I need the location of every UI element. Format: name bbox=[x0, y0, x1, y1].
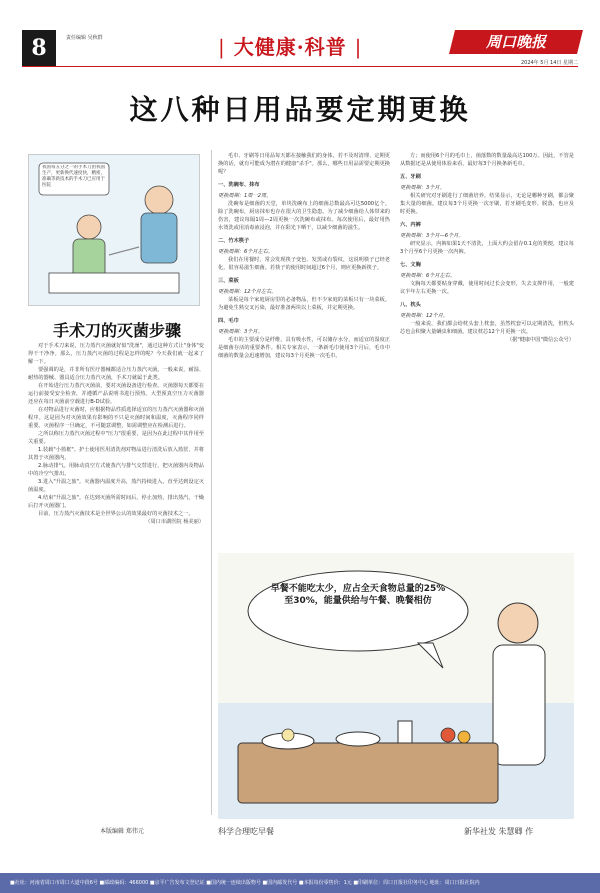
section-title: | 大健康·科普 | bbox=[218, 35, 363, 59]
cartoon-credit: 新华社发 朱慧卿 作 bbox=[464, 827, 534, 836]
cartoon1-caption: 我国每五分之一的手术刀由我国生产，更新换代速度快，精密，准确等新技术的手术刀已应用于医院 bbox=[42, 165, 105, 188]
dateline: 2024年 5月 14日 星期二 bbox=[520, 60, 578, 66]
top-rule bbox=[22, 66, 578, 67]
page-headline: 这八种日用品要定期更换 bbox=[129, 93, 471, 126]
newspaper-masthead: 周口晚报 bbox=[449, 30, 583, 54]
right-article-body: 方；而使用6个月的毛巾上，菌落数的数量最高达100万。因此，不管是从数据还是从使用体验来看，最好每3个月换条新毛巾。 五、牙刷 更换周期：3个月。 相关研究对牙刷进行了细菌培养，结果显示，无论是哪种牙刷，都会聚集大量的细菌。建议每3个月更换一次牙刷，若牙刷毛变形、脱落，也应及时更换。 六、内裤 更换周期：3个月—6个月。 研究显示，内裤如果1天不清洗，上面大约会留存0.1克的粪便，建议每3个月至6个月更换一次内裤。 七、文胸 更换周期：6个月左右。 文胸每天都要贴身穿戴，使用时间过长会变形，失去支撑作用，一般建议半年左右更换一次。 八、枕头 更换周期：12个月。 一般来说，我们都会给枕头套上枕套，虽然枕套可以定期清洗，但枕头芯也会积聚大量螨虫和细菌。建议枕芯12个月更换一次。 （据"健康中国"微信公众号） bbox=[400, 153, 574, 343]
middle-article-body: 毛巾、牙刷等日用品每天都在接触我们的身体，若不及时清理、定期更换的话，就有可能成为潜在的健康"杀手"。那么，哪些日用品需要定期更换呢？ 一、洗碗布、抹布 更换周期：1周一2周。 洗碗布是细菌的天堂，单块洗碗布上的细菌总数最高可达5000亿个。除了洗碗布，厨房抹布也存在很大的卫生隐患。为了减少细菌给人体带来的伤害，建议每隔1周—2周更换一次洗碗布或抹布。每次使用后，最好用热水烫洗或用消毒液浸泡，并在阳光下晒干，以减少细菌的滋生。 二、竹木筷子 更换周期：6个月左右。 我们在用餐时，常会发现筷子变色、发黑或有裂纹，这说明筷子已经老化，很容易滋生细菌。若筷子的使用时间超过6个月，则应更换新筷子。 三、菜板 更换周期：12个月左右。 菜板是每个家庭厨房里的必备物品，但不少家庭的菜板只有一块菜板。为避免生熟交叉污染，最好准备两块以上菜板，并定期更换。 四、毛巾 更换周期：3个月。 毛巾的主要成分是纤维，具有吸水性，可以储存水分，而适宜的湿度正是细菌存活的重要条件。相关专家表示，一条新毛巾使用3个月后，毛巾中细菌的数量会迅速增加，建议每3个月更换一次毛巾。 bbox=[218, 153, 390, 359]
column-divider bbox=[211, 150, 212, 815]
doctor-speech-bubble: 早餐不能吃太少，应占全天食物总量的25%至30%，能量供给与午餐、晚餐相仿 bbox=[270, 584, 446, 606]
page-number: 8 bbox=[22, 30, 56, 66]
cartoon-title: 科学合理吃早餐 bbox=[218, 827, 274, 836]
left-article-body: 对于手术刀来说，压力蒸汽灭菌就好似"洗澡"，通过这种方式让"身体"变得干干净净。那么，压力蒸汽灭菌的过程是怎样的呢？今天我们就一起来了解一下。 要强调的是，并非所有医疗器械都适合压力蒸汽灭菌。一般来说，耐湿、耐热的器械、器具适合压力蒸汽灭菌，手术刀就属于此类。 在开始进行压力蒸汽灭菌前，要对灭菌设备进行检查。灭菌器每天都要在运行前接受安全检查，并遵循产品说明书进行预热。大型预真空压力灭菌器还应在每日灭菌前空载进行B-D试验。 在对物品进行灭菌时，应根据物品性质选择适宜的压力蒸汽灭菌器和灭菌程序。这是因为对灭菌效果有影响的不只是灭菌时间和温度，灭菌程序同样重要。灭菌程序一旦确定，不可随意调整，如需调整应在检测后进行。 之所以称压力蒸汽灭菌过程中"压力"很重要，是因为在此过程中其作用至关重要。 1.装载"小篮框"。护士使用医用清洗剂对物品进行清洗后放入篮筐，并将其置于灭菌器内。 2.脉动排气。用脉动真空方式使蒸汽与排气交替进行，把灭菌器内及物品中的冷空气排出。 3.进入"升温之旅"。灭菌器内温度升高，蒸汽持续进入，直至达到设定灭菌温度。 4.结束"升温之旅"。在达到灭菌所需时间后，停止加热，排出蒸汽，干燥后打开灭菌器门。 目前，压力蒸汽灭菌技术是全世界公认的效果最好的灭菌技术之一。 （周口市湖医院 杨美丽） bbox=[28, 343, 204, 525]
page-editor: 本版编辑 郑伟元 bbox=[100, 828, 144, 835]
footer-bar: ■社址：河南省周口市周口大道中段6号 ■邮政编码：466000 ■京平广告发布文登记证 ■国内统一连续出版物号 ■国内邮发代号 ■本报每份零售价：1元 ■印刷单位：周口日报社印务中心 地址：周口日报社院内 bbox=[0, 873, 600, 893]
breakfast-cartoon bbox=[218, 553, 574, 819]
surgeon-cartoon bbox=[28, 154, 200, 306]
left-article-title: 手术刀的灭菌步骤 bbox=[52, 321, 181, 340]
editor-credit: 责任编辑 吴秋群 bbox=[66, 35, 103, 41]
